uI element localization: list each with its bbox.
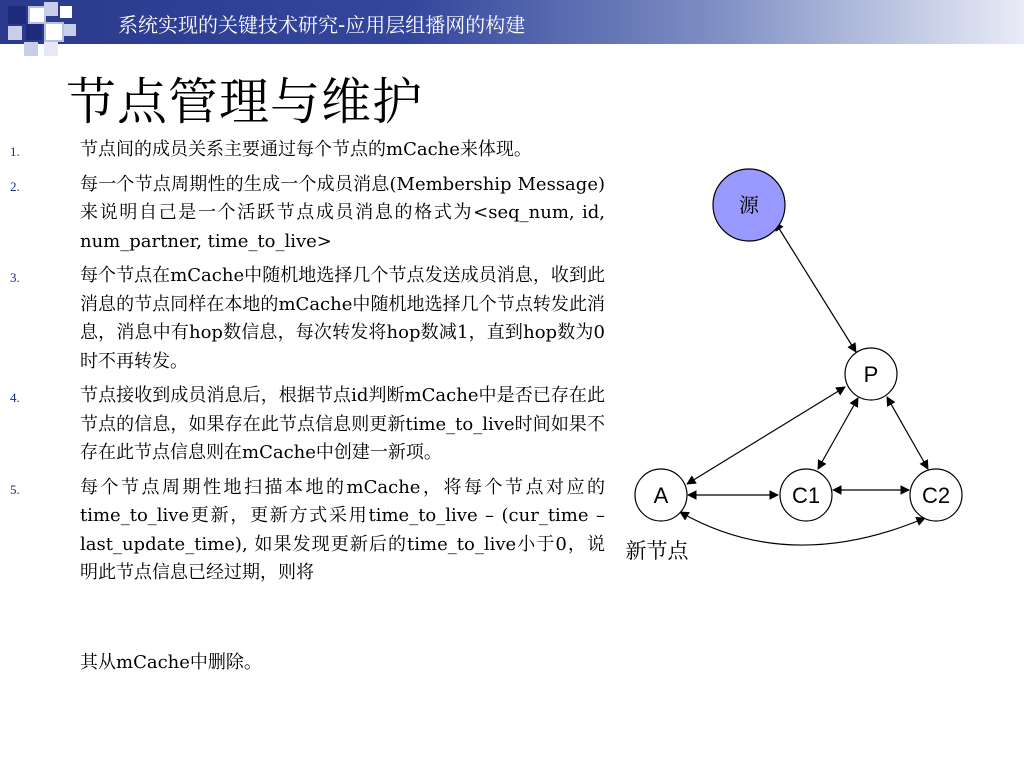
node-c1	[780, 469, 832, 521]
header-title: 系统实现的关键技术研究-应用层组播网的构建	[118, 13, 526, 37]
node-c1-label: C1	[791, 483, 821, 508]
node-source	[713, 169, 785, 241]
list-number: 5.	[10, 481, 20, 497]
node-c2-label: C2	[921, 483, 951, 508]
edge-p-a	[687, 387, 845, 484]
list-text: 每一个节点周期性的生成一个成员消息(Membership Message)来说明自己是一个活跃节点成员消息的格式为<seq_num, id, num_partner, time_to_live>	[80, 173, 605, 252]
list-number: 4.	[10, 390, 20, 405]
list-item	[0, 382, 620, 468]
list-item	[0, 136, 620, 165]
node-a	[635, 469, 687, 521]
edge-p-c2	[887, 397, 928, 469]
list-text: 节点接收到成员消息后，根据节点id判断mCache中是否已存在此节点的信息，如果存在此节点信息则更新time_to_live时间如果不存在此节点信息则在mCache中创建一新项。	[80, 385, 605, 463]
new-node-caption: 新节点	[625, 539, 689, 563]
list-text: 每个节点在mCache中随机地选择几个节点发送成员消息，收到此消息的节点同样在本地的mCache中随机地选择几个节点转发此消息，消息中有hop数信息，每次转发将hop数减1，直到hop数为0时不再转发。	[80, 265, 605, 372]
page-title: 节点管理与维护	[66, 73, 423, 131]
list-text: 节点间的成员关系主要通过每个节点的mCache来体现。	[80, 139, 532, 160]
list-text: 每个节点周期性地扫描本地的mCache，将每个节点对应的time_to_live更新，更新方式采用time_to_live – (cur_time – last_update_time), 如果发现更新后的time_to_live小于0，说明此节点信息已经过期，则将	[80, 476, 605, 583]
list-number: 1.	[10, 144, 20, 159]
node-p	[845, 348, 897, 400]
node-a-label: A	[653, 483, 669, 508]
edge-p-c1	[818, 398, 858, 469]
node-source-label: 源	[739, 193, 759, 217]
edge-source-p	[775, 222, 856, 352]
list-item	[0, 171, 620, 257]
node-p-label: P	[863, 362, 879, 387]
list-number: 3.	[10, 270, 20, 285]
node-c2	[910, 469, 962, 521]
list-number: 2.	[10, 178, 20, 194]
list-item	[0, 474, 620, 588]
bullet-list	[0, 136, 620, 594]
list-item	[0, 262, 620, 376]
network-diagram	[600, 160, 1024, 580]
logo-squares	[0, 0, 100, 60]
trailing-text: 其从mCache中删除。	[80, 652, 262, 673]
